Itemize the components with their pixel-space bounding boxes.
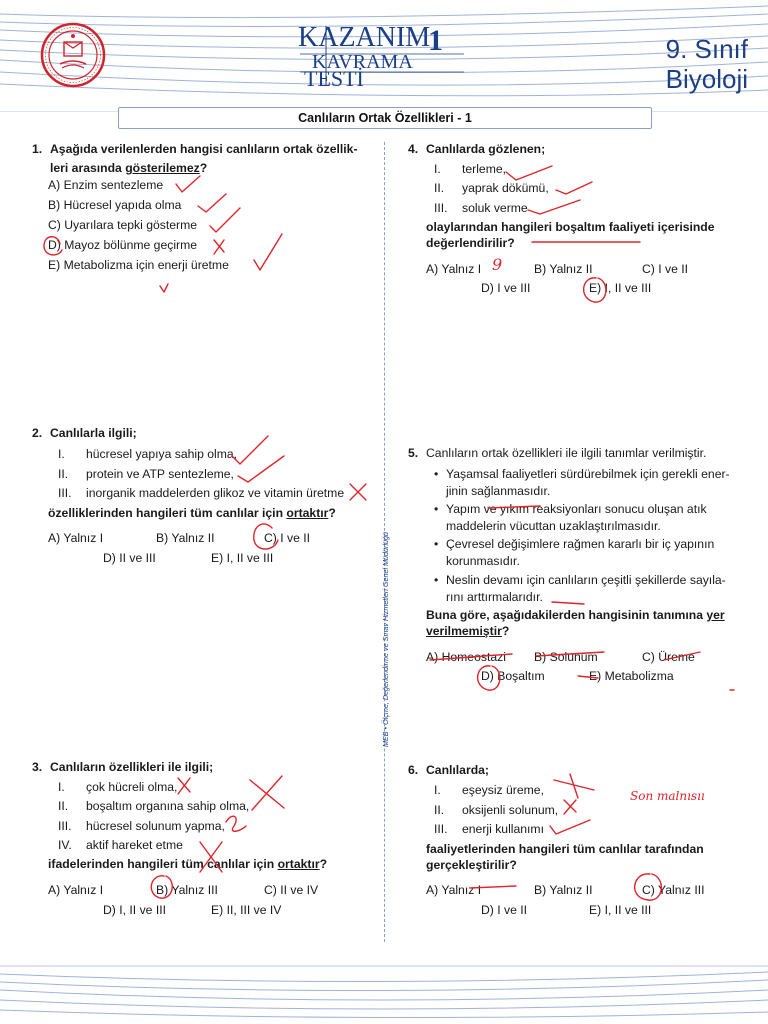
handwritten-digit: 9 bbox=[492, 255, 503, 274]
brand-logo-graphic bbox=[296, 20, 472, 90]
ask-emphasis: yer bbox=[706, 608, 725, 622]
question-number: 4. bbox=[408, 142, 419, 156]
statement-text: protein ve ATP sentezleme, bbox=[86, 467, 234, 481]
question-ask-line-1: olaylarından hangileri boşaltım faaliyeti içerisinde bbox=[426, 220, 715, 234]
definition-line: jinin sağlanmasıdır. bbox=[446, 484, 551, 498]
question-stem: Canlılarda gözlenen; bbox=[426, 142, 546, 156]
option-e[interactable]: E) I, II ve III bbox=[589, 281, 652, 295]
statement-2 bbox=[434, 181, 549, 195]
stem-line-2 bbox=[50, 159, 358, 178]
cross-mark bbox=[564, 800, 576, 814]
statement-1 bbox=[58, 447, 237, 461]
statement-text: hücresel yapıya sahip olma, bbox=[86, 447, 238, 461]
ask-emphasis: ortaktır bbox=[277, 857, 320, 871]
option-b[interactable]: B) Yalnız II bbox=[156, 531, 215, 545]
ask-emphasis: ortaktır bbox=[286, 506, 329, 520]
ask-part: özelliklerinden hangileri tüm canlılar için bbox=[48, 506, 287, 520]
question-number: 5. bbox=[408, 446, 419, 460]
statement-text: terleme, bbox=[462, 162, 507, 176]
question-stem: Canlılarla ilgili; bbox=[50, 426, 137, 440]
definition-line: • Yapım ve yıkım reaksiyonları sonucu oluşan atık bbox=[446, 502, 707, 516]
grade-subject bbox=[666, 34, 748, 94]
option-b[interactable]: B) Hücresel yapıda olma bbox=[48, 198, 182, 212]
option-e[interactable]: E) I, II ve III bbox=[211, 551, 274, 565]
roman-numeral: III. bbox=[434, 822, 448, 836]
statement-text: yaprak dökümü, bbox=[462, 181, 549, 195]
check-mark bbox=[528, 200, 580, 214]
option-e[interactable]: E) Metabolizma bbox=[589, 669, 674, 683]
footer-decorative-lines bbox=[0, 960, 768, 1024]
definition-4 bbox=[446, 572, 726, 606]
definition-3 bbox=[446, 536, 714, 570]
roman-numeral: III. bbox=[434, 201, 448, 215]
option-d[interactable]: D) I ve III bbox=[481, 281, 531, 295]
option-a[interactable]: A) Yalnız I bbox=[48, 883, 104, 897]
brand-word-kazanim: KAZANIM bbox=[298, 22, 431, 53]
option-d[interactable]: D) I, II ve III bbox=[103, 903, 166, 917]
question-2 bbox=[32, 424, 372, 444]
handwritten-note: Son malnısıı bbox=[630, 789, 705, 803]
roman-numeral: II. bbox=[58, 799, 69, 813]
grade-label: 9. Sınıf bbox=[665, 34, 748, 64]
option-c[interactable]: C) Üreme bbox=[642, 650, 695, 664]
option-e[interactable]: E) II, III ve IV bbox=[211, 903, 282, 917]
definition-line: rını arttırmalarıdır. bbox=[446, 590, 543, 604]
statement-text: enerji kullanımı bbox=[462, 822, 544, 836]
question-ask-line-2 bbox=[426, 624, 509, 638]
definition-line: maddelerin vücuttan uzaklaştırılmasıdır. bbox=[446, 519, 661, 533]
statement-2 bbox=[58, 799, 249, 813]
option-a[interactable]: A) Yalnız I bbox=[48, 531, 104, 545]
ask-part: ? bbox=[319, 857, 328, 871]
statement-2 bbox=[58, 467, 234, 481]
cross-mark bbox=[250, 776, 284, 810]
topic-banner bbox=[118, 107, 652, 129]
stem-part: ? bbox=[199, 161, 208, 175]
question-ask-line-2: değerlendirilir? bbox=[426, 236, 515, 250]
definition-2 bbox=[446, 501, 707, 535]
option-b[interactable]: B) Yalnız III bbox=[156, 883, 218, 897]
question-stem: Canlıların özellikleri ile ilgili; bbox=[50, 760, 214, 774]
option-c[interactable]: C) Yalnız III bbox=[642, 883, 705, 897]
roman-numeral: I. bbox=[58, 447, 65, 461]
question-stem: Canlıların ortak özellikleri ile ilgili tanımlar verilmiştir. bbox=[426, 446, 707, 460]
test-number: 1 bbox=[428, 24, 443, 57]
option-e[interactable]: E) Metabolizma için enerji üretme bbox=[48, 258, 229, 272]
roman-numeral: III. bbox=[58, 486, 72, 500]
option-c[interactable]: C) I ve II bbox=[642, 262, 689, 276]
question-number: 2. bbox=[32, 426, 43, 440]
topic-title: Canlıların Ortak Özellikleri - 1 bbox=[298, 111, 472, 125]
option-b[interactable]: B) Solunum bbox=[534, 650, 598, 664]
statement-text: eşeysiz üreme, bbox=[462, 783, 544, 797]
roman-numeral: II. bbox=[434, 181, 445, 195]
subject-label: Biyoloji bbox=[665, 64, 748, 94]
question-ask bbox=[48, 857, 327, 871]
stem-emphasis: gösterilemez bbox=[125, 161, 200, 175]
question-stem: Canlılarda; bbox=[426, 763, 489, 777]
question-ask-line-1: faaliyetlerinden hangileri tüm canlılar tarafından bbox=[426, 842, 704, 856]
definition-line: korunmasıdır. bbox=[446, 554, 520, 568]
stem-part: leri arasında bbox=[50, 161, 126, 175]
side-note-vertical bbox=[370, 392, 398, 752]
question-ask-line-2: gerçekleştirilir? bbox=[426, 858, 517, 872]
statement-1 bbox=[434, 162, 506, 176]
option-c[interactable]: C) I ve II bbox=[264, 531, 311, 545]
roman-numeral: III. bbox=[58, 819, 72, 833]
question-stem bbox=[50, 140, 358, 178]
question-3 bbox=[32, 758, 372, 778]
cross-mark bbox=[178, 778, 190, 794]
brand-logo bbox=[296, 20, 472, 90]
statement-text: boşaltım organına sahip olma, bbox=[86, 799, 250, 813]
cross-mark bbox=[350, 484, 366, 500]
ministry-seal-logo bbox=[40, 22, 106, 88]
question-number: 1. bbox=[32, 142, 43, 156]
statement-2 bbox=[434, 803, 558, 817]
question-5 bbox=[408, 444, 756, 464]
option-d[interactable]: D) II ve III bbox=[103, 551, 156, 565]
roman-numeral: I. bbox=[434, 162, 441, 176]
roman-numeral: II. bbox=[58, 467, 69, 481]
statement-3 bbox=[434, 822, 544, 836]
roman-numeral: I. bbox=[434, 783, 441, 797]
statement-3 bbox=[434, 201, 528, 215]
statement-3 bbox=[58, 486, 344, 500]
option-d[interactable]: D) Mayoz bölünme geçirme bbox=[48, 238, 198, 252]
statement-text: aktif hareket etme bbox=[86, 838, 183, 852]
brand-word-kavrama: KAVRAMA bbox=[312, 51, 413, 73]
option-d[interactable]: D) I ve II bbox=[481, 903, 528, 917]
option-b[interactable]: B) Yalnız II bbox=[534, 883, 593, 897]
side-note-text: MEB • Ölçme, Değerlendirme ve Sınav Hizmetleri Genel Müdürlüğü bbox=[381, 531, 390, 747]
ask-part: ifadelerinden hangileri tüm canlılar için bbox=[48, 857, 278, 871]
squiggle bbox=[226, 816, 246, 831]
option-c[interactable]: C) II ve IV bbox=[264, 883, 319, 897]
roman-numeral: IV. bbox=[58, 838, 72, 852]
option-a[interactable]: A) Enzim sentezleme bbox=[48, 178, 164, 192]
ask-part: Buna göre, aşağıdakilerden hangisinin tanımına bbox=[426, 608, 707, 622]
definition-1 bbox=[446, 466, 730, 500]
question-number: 3. bbox=[32, 760, 43, 774]
question-4 bbox=[408, 140, 748, 160]
check-mark bbox=[550, 820, 590, 834]
statement-text: oksijenli solunum, bbox=[462, 803, 559, 817]
option-a[interactable]: A) Homeostazi bbox=[426, 650, 506, 664]
ask-emphasis: verilmemiştir bbox=[426, 624, 502, 638]
option-b[interactable]: B) Yalnız II bbox=[534, 262, 593, 276]
option-c[interactable]: C) Uyarılara tepki gösterme bbox=[48, 218, 198, 232]
question-number: 6. bbox=[408, 763, 419, 777]
statement-text: inorganik maddelerden glikoz ve vitamin üretme bbox=[86, 486, 345, 500]
definition-line: • Çevresel değişimlere rağmen kararlı bir iç yapının bbox=[446, 537, 715, 551]
check-mark bbox=[506, 166, 552, 180]
option-a[interactable]: A) Yalnız I bbox=[426, 883, 482, 897]
question-ask-line-1 bbox=[426, 608, 725, 622]
statement-text: soluk verme bbox=[462, 201, 528, 215]
check-mark bbox=[556, 182, 592, 194]
statement-4 bbox=[58, 838, 183, 852]
question-ask bbox=[48, 506, 336, 520]
brand-word-testi: TESTİ bbox=[304, 66, 364, 90]
option-e[interactable]: E) I, II ve III bbox=[589, 903, 652, 917]
ask-part: ? bbox=[501, 624, 510, 638]
statement-text: hücresel solunum yapma, bbox=[86, 819, 225, 833]
definition-line: • Neslin devamı için canlıların çeşitli şekillerde sayıla- bbox=[446, 573, 726, 587]
stem-line-1: Aşağıda verilenlerden hangisi canlıların ortak özellik- bbox=[50, 142, 358, 156]
statement-text: çok hücreli olma, bbox=[86, 780, 178, 794]
ask-part: ? bbox=[328, 506, 336, 520]
option-d[interactable]: D) Boşaltım bbox=[481, 669, 545, 683]
roman-numeral: I. bbox=[58, 780, 65, 794]
statement-1 bbox=[58, 780, 177, 794]
roman-numeral: II. bbox=[434, 803, 445, 817]
question-6 bbox=[408, 761, 748, 781]
definition-line: • Yaşamsal faaliyetleri sürdürebilmek için gerekli ener- bbox=[446, 467, 730, 481]
check-mark bbox=[238, 456, 284, 482]
statement-3 bbox=[58, 819, 225, 833]
statement-1 bbox=[434, 783, 544, 797]
option-a[interactable]: A) Yalnız I bbox=[426, 262, 482, 276]
